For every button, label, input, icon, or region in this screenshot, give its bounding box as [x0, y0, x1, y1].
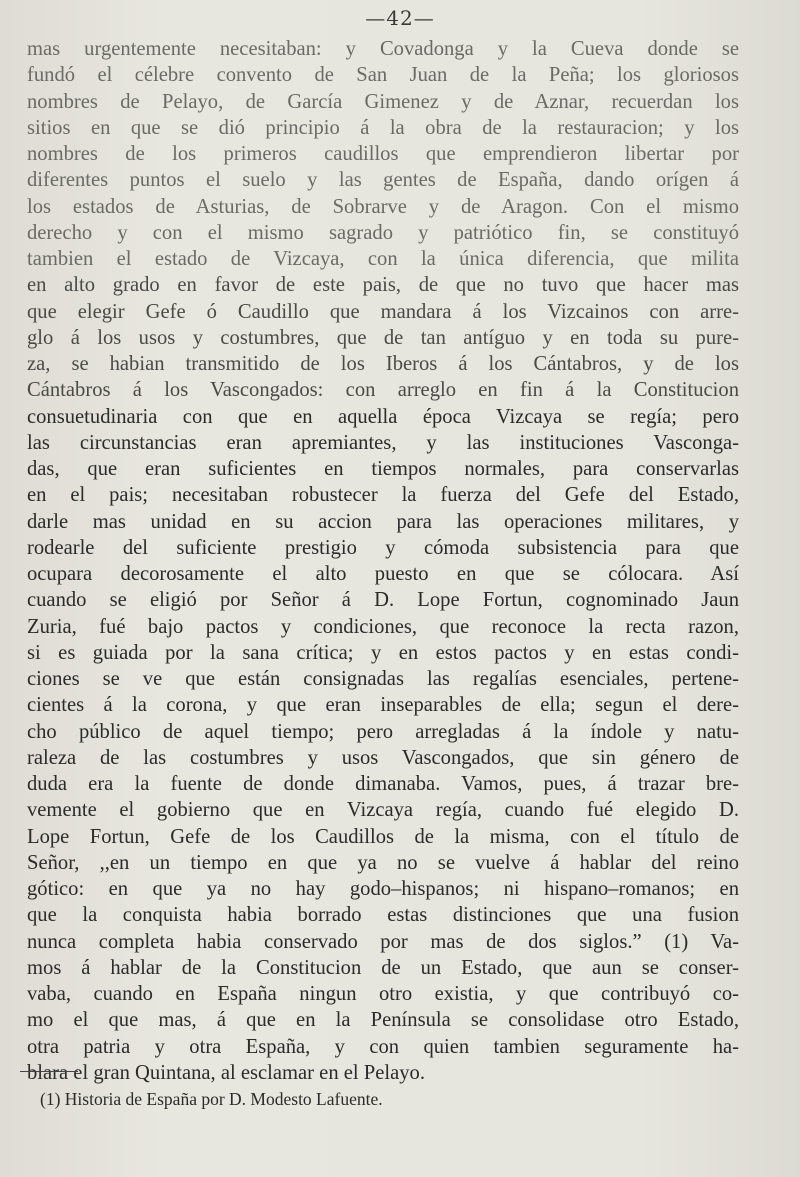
footnote-divider	[20, 1071, 78, 1072]
text-line: Cántabros á los Vascongados: con arreglo en fin á la Constitucion	[27, 379, 739, 402]
text-line: consuetudinaria con que en aquella época Vizcaya se regía; pero	[27, 405, 739, 428]
text-line: en el pais; necesitaban robustecer la fuerza del Gefe del Estado,	[27, 484, 739, 507]
text-line: derecho y con el mismo sagrado y patriótico fin, se constituyó	[27, 221, 739, 244]
text-line: los estados de Asturias, de Sobrarve y de Aragon. Con el mismo	[27, 195, 739, 218]
text-line: mos á hablar de la Constitucion de un Estado, que aun se conser-	[27, 956, 739, 979]
body-text	[27, 36, 739, 1086]
text-line: za, se habian transmitido de los Iberos á los Cántabros, y de los	[27, 353, 739, 375]
text-line: nombres de los primeros caudillos que emprendieron libertar por	[27, 143, 739, 165]
text-line: mo el que mas, á que en la Península se consolidase otro Estado,	[27, 1009, 739, 1032]
text-line: gótico: en que ya no hay godo–hispanos; ni hispano–romanos; en	[27, 878, 739, 900]
text-line: sitios en que se dió principio á la obra de la restauracion; y los	[27, 116, 739, 139]
text-line: duda era la fuente de donde dimanaba. Vamos, pues, á trazar bre-	[27, 773, 739, 795]
text-line: raleza de las costumbres y usos Vascongados, que sin género de	[27, 746, 739, 769]
text-line: nombres de Pelayo, de García Gimenez y de Aznar, recuerdan los	[27, 90, 739, 113]
text-line: tambien el estado de Vizcaya, con la única diferencia, que milita	[27, 248, 739, 270]
text-line: si es guiada por la sana crítica; y en estos pactos y en estas condi-	[27, 641, 739, 664]
text-line: das, que eran suficientes en tiempos normales, para conservarlas	[27, 458, 739, 480]
text-line: otra patria y otra España, y con quien tambien seguramente ha-	[27, 1035, 739, 1058]
text-line: vemente el gobierno que en Vizcaya regía, cuando fué elegido D.	[27, 799, 739, 822]
text-line: rodearle del suficiente prestigio y cómoda subsistencia para que	[27, 536, 739, 559]
text-line: fundó el célebre convento de San Juan de la Peña; los gloriosos	[27, 64, 739, 87]
text-line: que elegir Gefe ó Caudillo que mandara á los Vizcainos con arre-	[27, 300, 739, 323]
text-line: cientes á la corona, y que eran inseparables de ella; segun el dere-	[27, 694, 739, 717]
text-line: Señor, ,,en un tiempo en que ya no se vuelve á hablar del reino	[27, 851, 739, 874]
text-line: ciones se ve que están consignadas las regalías esenciales, pertene-	[27, 668, 739, 690]
text-line: las circunstancias eran apremiantes, y las instituciones Vasconga-	[27, 431, 739, 454]
text-line: glo á los usos y costumbres, que de tan antíguo y en toda su pure-	[27, 326, 739, 349]
text-line: cuando se eligió por Señor á D. Lope Fortun, cognominado Jaun	[27, 589, 739, 612]
text-line: en alto grado en favor de este pais, de que no tuvo que hacer mas	[27, 274, 739, 297]
footnote: (1) Historia de España por D. Modesto Lafuente.	[40, 1089, 383, 1109]
text-line: darle mas unidad en su accion para las operaciones militares, y	[27, 510, 739, 533]
page-number: —42—	[365, 6, 435, 30]
text-line: vaba, cuando en España ningun otro existia, y que contribuyó co-	[27, 983, 739, 1005]
text-line: diferentes puntos el suelo y las gentes de España, dando orígen á	[27, 169, 739, 192]
text-line: ocupara decorosamente el alto puesto en que se cólocara. Así	[27, 563, 739, 585]
text-line: Zuria, fué bajo pactos y condiciones, que reconoce la recta razon,	[27, 615, 739, 638]
text-line: mas urgentemente necesitaban: y Covadonga y la Cueva donde se	[27, 38, 739, 60]
text-line: Lope Fortun, Gefe de los Caudillos de la misma, con el título de	[27, 825, 739, 848]
text-line: que la conquista habia borrado estas distinciones que una fusion	[27, 904, 739, 927]
text-line: cho público de aquel tiempo; pero arregladas á la índole y natu-	[27, 720, 739, 743]
text-line: blara el gran Quintana, al esclamar en el Pelayo.	[27, 1061, 425, 1084]
text-line: nunca completa habia conservado por mas de dos siglos.” (1) Va-	[27, 930, 739, 953]
